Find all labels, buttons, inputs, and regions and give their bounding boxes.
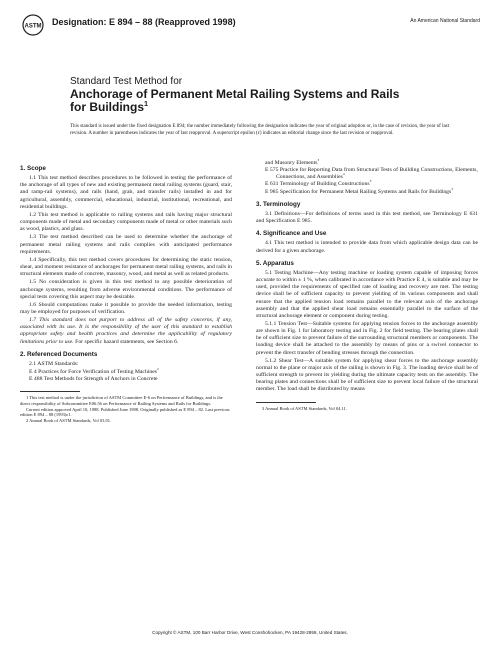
paragraph-3-1: 3.1 Definitions—For definitions of terms used in this test method, see Terminology E 631 and Specification E 985. (256, 210, 478, 225)
svg-text:ASTM: ASTM (24, 23, 42, 30)
paragraph-5-1-2: 5.1.2 Shear Test—A suitable system for applying shear forces to the anchorage assembly normal to the plane or major axis of the railing is shown in Fig. 3. The loading device shall be of sufficient strength to prevent its yielding during the ultimate capacity tests on the assembly. The bearing plates and connections shall be of sufficient size to prevent local failure of the structural member. The load shall be distributed by means (256, 357, 478, 393)
section-heading-terminology: 3. Terminology (256, 200, 301, 208)
paragraph-1-4: 1.4 Specifically, this test method covers procedures for determining the static tension, shear, and moment resistance of anchorages for permanent metal railing systems, and rails in structural elements made of concrete, masonry, wood, and metal as well as related products. (20, 256, 232, 278)
designation: Designation: E 894 – 88 (Reapproved 1998) (52, 17, 236, 27)
paragraph-2-1: 2.1 ASTM Standards: (29, 360, 79, 367)
reference-e985: E 985 Specification for Permanent Metal Railing Systems and Rails for Buildings$^3$ (265, 186, 453, 195)
footnote-1: 1 This test method is under the jurisdiction of ASTM Committee E-6 on Performance of Buildings, and is the direct responsibility of Subcommittee E06.56 on Performance of Railing Systems and Rails for Buildings. (20, 395, 223, 406)
section-heading-scope: 1. Scope (20, 165, 46, 172)
left-column (20, 160, 232, 423)
paragraph-1-3: 1.3 The test method described can be used to determine whether the anchorage of permanent metal railing systems and rails complies with anticipated performance requirements. (20, 234, 232, 255)
footnote-divider-right (256, 402, 316, 403)
paragraph-4-1: 4.1 This test method is intended to provide data from which applicable design data can be derived for a given anchorage. (256, 240, 478, 254)
footnote-3: 3 Annual Book of ASTM Standards, Vol 04.11. (262, 405, 347, 411)
title-main-line2: for Buildings$^1$ (70, 99, 148, 114)
paragraph-1-7: 1.7 This standard does not purport to address all of the safety concerns, if any, associated with its use. It is the responsibility of the user of this standard to establish appropriate safety and health practices and determine the applicability of regulatory limitations prior to use. For specific hazard statements, see Section 6. (20, 317, 232, 345)
copyright-footer: Copyright © ASTM, 100 Barr Harbor Drive, West Conshohocken, PA 19428-2959, United States. (152, 630, 348, 635)
reference-e488: E 488 Test Methods for Strength of Anchors in Concrete (29, 376, 158, 383)
paragraph-1-1: 1.1 This test method describes procedures to be followed in testing the performance of the anchorage of all types of new and existing permanent metal railing systems (guard, stair, and ramp-rail systems), and rails (hand, grab, and transfer rails) installed in and for agricultural, assembly, commercial, educational, industrial, institutional, recreational, and residential buildings. (20, 175, 232, 210)
document-title (70, 76, 470, 114)
reference-e631: E 631 Terminology of Building Constructions$^3$ (265, 179, 372, 188)
astm-logo-icon (22, 14, 44, 36)
paragraph-1-5: 1.5 No consideration is given in this test method to any possible deterioration of anchorage systems, resulting from adverse environmental conditions. The performance of special tests covering this aspect may be desirable. (20, 279, 232, 300)
footnote-2: 2 Annual Book of ASTM Standards, Vol 03.01. (26, 417, 112, 423)
document-header (22, 14, 480, 38)
paragraph-1-6: 1.6 Should computations make it possible to provide the needed information, testing may be employed for purposes of verification. (20, 301, 232, 315)
section-heading-significance: 4. Significance and Use (256, 230, 327, 238)
footnote-1-edition: Current edition approved April 10, 1988. Published June 1988. Originally published as E 894 – 82. Last previous edition E 894 – 88 (1993)ε1. (20, 406, 230, 418)
paragraph-5-1: 5.1 Testing Machine—Any testing machine or loading system capable of imposing forces accurate to within ± 1 %, when calibrated in accordance with Practice E 4, is suitable and may be used, provided the requirements of specified rate of loading and recovery are met. The testing device shall be of sufficient capacity to prevent yielding of its various components and shall ensure that the applied tension load remains parallel to the relevant axis of the anchorage assembly and that the applied shear load remains essentially parallel to the surface of the structural anchorage element or component during testing. (256, 269, 478, 319)
paragraph-1-2: 1.2 This test method is applicable to railing systems and rails having major structural components made of metal and secondary components made of metal or other materials such as wood, plastics, and glass. (20, 211, 232, 233)
title-main-line1: Anchorage of Permanent Metal Railing Systems and Rails (70, 87, 400, 101)
national-standard-label: An American National Standard (410, 18, 480, 24)
paragraph-5-1-1: 5.1.1 Tension Test—Suitable systems for applying tension forces to the anchorage assembly are shown in Fig. 1 for laboratory testing and in Fig. 2 for field testing. The bearing plates shall be of sufficient size to prevent failure of the surrounding structural members or components. The loading device shall be attached to the assembly by means of pins or a swivel connector to prevent the direct transfer of bending stresses through the connection. (256, 320, 478, 356)
reference-e488-continued: and Masonry Elements$^3$ (265, 158, 320, 166)
reference-e575: E 575 Practice for Reporting Data from Structural Tests of Building Constructions, Elements, Connections, and Assemblies$^4$ (265, 167, 478, 181)
reference-e4: E 4 Practices for Force Verification of Testing Machines$^2$ (29, 367, 159, 376)
footnote-divider (20, 391, 80, 392)
section-heading-referenced-documents: 2. Referenced Documents (20, 350, 98, 358)
issue-note: This standard is issued under the fixed designation E 894; the number immediately following the designation indicates the year of original adoption or, in the case of revision, the year of last revision. A number in parentheses indicates the year of last reapproval. A superscript epsilon (ε) indicates an editorial change since the last revision or reapproval. (70, 124, 450, 136)
section-heading-apparatus: 5. Apparatus (256, 259, 294, 267)
right-column (256, 160, 478, 411)
title-prefix: Standard Test Method for (70, 76, 183, 87)
